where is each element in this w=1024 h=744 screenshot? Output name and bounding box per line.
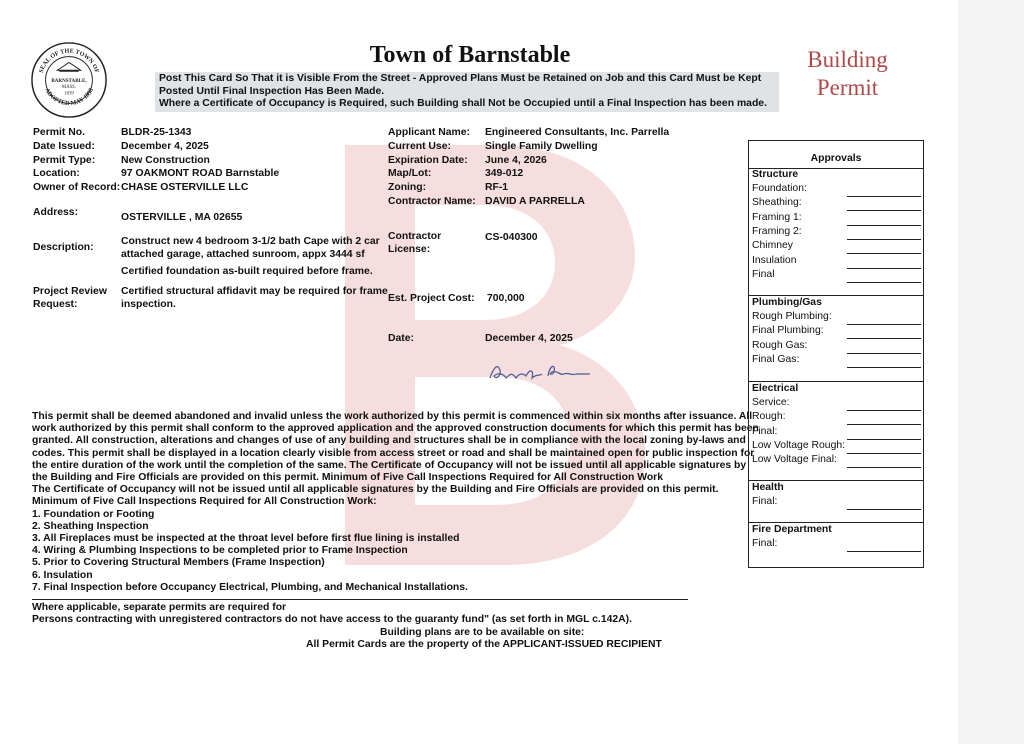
signature-icon <box>486 360 596 386</box>
signoff-line <box>847 324 921 325</box>
approval-final-plumbing: Final Plumbing: <box>752 325 824 336</box>
signoff-line <box>847 239 921 240</box>
terms-line: granted. All construction, alterations and changes of use of any building and structures shall be in compliance with the local zoning by-laws and <box>32 435 746 447</box>
approval-insulation: Insulation <box>752 255 797 266</box>
date-issued-label: Date Issued: <box>33 141 95 152</box>
approval-service: Service: <box>752 397 790 408</box>
svg-text:MASS.: MASS. <box>62 84 76 90</box>
divider <box>749 522 923 523</box>
project-review-value: Certified structural affidavit may be required for frame inspection. <box>121 286 388 310</box>
structure-heading: Structure <box>752 169 799 180</box>
signoff-line <box>847 225 921 226</box>
project-cost-value: 700,000 <box>487 293 525 304</box>
signoff-line <box>847 253 921 254</box>
signoff-line <box>847 410 921 411</box>
terms-line: Minimum of Five Call Inspections Required for All Construction Work: <box>32 496 377 508</box>
address-label: Address: <box>33 207 79 218</box>
plumbing-heading: Plumbing/Gas <box>752 297 822 308</box>
footer-divider <box>32 599 688 600</box>
terms-line: work authorized by this permit shall conform to the approved application and the approved construction documents for which this permit has been <box>32 423 759 435</box>
map-lot-value: 349-012 <box>485 168 524 179</box>
divider <box>749 295 923 296</box>
signoff-line <box>847 353 921 354</box>
terms-line: 6. Insulation <box>32 569 93 581</box>
expiration-value: June 4, 2026 <box>485 155 547 166</box>
town-title: Town of Barnstable <box>369 42 571 68</box>
map-lot-label: Map/Lot: <box>388 168 432 179</box>
permit-no-label: Permit No. <box>33 127 85 138</box>
project-cost-label: Est. Project Cost: <box>388 293 475 304</box>
date-issued-value: December 4, 2025 <box>121 141 209 152</box>
approval-framing-2: Framing 2: <box>752 226 802 237</box>
current-use-label: Current Use: <box>388 141 451 152</box>
expiration-label: Expiration Date: <box>388 155 468 166</box>
terms-line: 1. Foundation or Footing <box>32 508 155 520</box>
approval-sheathing: Sheathing: <box>752 197 802 208</box>
approval-final-gas: Final Gas: <box>752 354 800 365</box>
building-permit-heading: Building Permit <box>807 47 888 100</box>
svg-text:SEAL OF THE TOWN OF: SEAL OF THE TOWN OF <box>37 47 101 74</box>
electrical-heading: Electrical <box>752 383 799 394</box>
contractor-name-label: Contractor Name: <box>388 196 476 207</box>
location-label: Location: <box>33 168 80 179</box>
notice-line: Where a Certificate of Occupancy is Required, such Building shall Not be Occupied until a Final Inspection has been made. <box>159 98 767 109</box>
signoff-line <box>847 509 921 510</box>
svg-text:1639: 1639 <box>64 91 74 97</box>
scan-margin <box>958 0 1024 744</box>
svg-text:BARNSTABLE,: BARNSTABLE, <box>51 77 87 84</box>
terms-line: 3. All Fireplaces must be inspected at the throat level before first flue lining is installed <box>32 533 460 545</box>
terms-line: the Building and Fire Officials are provided on this permit. Minimum of Five Call Inspections Required for All Construction Work <box>32 472 664 484</box>
owner-label: Owner of Record: <box>33 182 121 193</box>
approval-rough-plumbing: Rough Plumbing: <box>752 311 832 322</box>
signoff-line <box>847 467 921 468</box>
owner-value: CHASE OSTERVILLE LLC <box>121 182 249 193</box>
applicant-name-value: Engineered Consultants, Inc. Parrella <box>485 127 670 138</box>
approvals-title: Approvals <box>810 153 862 164</box>
date-label: Date: <box>388 333 414 344</box>
approval-final: Final <box>752 269 775 280</box>
footer-line-3: Building plans are to be available on site: <box>380 627 585 638</box>
signoff-line <box>847 439 921 440</box>
divider <box>749 381 923 382</box>
fire-department-heading: Fire Department <box>752 524 832 535</box>
terms-line: 5. Prior to Covering Structural Members (Frame Inspection) <box>32 557 325 569</box>
approval-low-voltage-final: Low Voltage Final: <box>752 454 837 465</box>
permit-no-value: BLDR-25-1343 <box>121 127 192 138</box>
approvals-box <box>748 140 924 568</box>
approval-chimney: Chimney <box>752 240 793 251</box>
terms-line: the entire duration of the work until the completion of the same. The Certificate of Occupancy will not be issued until all applicable signatures by <box>32 459 747 471</box>
signoff-line <box>847 282 921 283</box>
contractor-name-value: DAVID A PARRELLA <box>485 196 585 207</box>
approval-health-final: Final: <box>752 496 778 507</box>
approval-low-voltage-rough: Low Voltage Rough: <box>752 440 846 451</box>
approval-rough: Rough: <box>752 411 786 422</box>
notice-line: Post This Card So That it is Visible From the Street - Approved Plans Must be Retained on Job and this Card Must be Kept <box>159 73 762 84</box>
signoff-line <box>847 453 921 454</box>
terms-line: 7. Final Inspection before Occupancy Electrical, Plumbing, and Mechanical Installations. <box>32 581 468 593</box>
permit-terms <box>32 411 759 594</box>
signoff-line <box>847 268 921 269</box>
permit-type-label: Permit Type: <box>33 155 96 166</box>
signoff-line <box>847 424 921 425</box>
signoff-line <box>847 367 921 368</box>
applicant-name-label: Applicant Name: <box>388 127 470 138</box>
contractor-license-value: CS-040300 <box>485 232 538 243</box>
signoff-line <box>847 551 921 552</box>
terms-line: 4. Wiring & Plumbing Inspections to be completed prior to Frame Inspection <box>32 545 408 557</box>
zoning-label: Zoning: <box>388 182 427 193</box>
terms-line: The Certificate of Occupancy will not be issued until all applicable signatures by the Building and Fire Officials are provided on this permit. <box>32 484 719 496</box>
footer-line-2: Persons contracting with unregistered contractors do not have access to the guaranty fund" (as set forth in MGL c.142A). <box>32 614 633 625</box>
zoning-value: RF-1 <box>485 182 509 193</box>
date-value: December 4, 2025 <box>485 333 573 344</box>
permit-type-value: New Construction <box>121 155 210 166</box>
project-review-label: Project Review Request: <box>33 286 107 310</box>
approval-framing-1: Framing 1: <box>752 212 802 223</box>
terms-line: This permit shall be deemed abandoned and invalid unless the work authorized by this permit is commenced within six months after issuance. All <box>32 411 753 422</box>
location-value: 97 OAKMONT ROAD Barnstable <box>121 168 280 179</box>
signoff-line <box>847 210 921 211</box>
approval-electrical-final: Final: <box>752 426 778 437</box>
posting-notice <box>155 72 779 112</box>
health-heading: Health <box>752 482 784 493</box>
description-label: Description: <box>33 242 94 253</box>
current-use-value: Single Family Dwelling <box>485 141 598 152</box>
notice-line: Posted Until Final Inspection Has Been Made. <box>159 85 385 97</box>
svg-text:ADOPTED MAY 1898: ADOPTED MAY 1898 <box>43 87 95 108</box>
signoff-line <box>847 196 921 197</box>
terms-line: codes. This permit shall be displayed in a location clearly visible from access street or road and shall be maintained open for public inspection for <box>32 447 755 459</box>
signoff-line <box>847 338 921 339</box>
address-value: OSTERVILLE , MA 02655 <box>121 212 243 223</box>
approval-rough-gas: Rough Gas: <box>752 340 808 351</box>
terms-line: 2. Sheathing Inspection <box>32 520 149 532</box>
divider <box>749 480 923 481</box>
description-note: Certified foundation as-built required before frame. <box>121 266 373 277</box>
description-value: Construct new 4 bedroom 3-1/2 bath Cape with 2 car attached garage, attached sunroom, appx 3444 sf <box>121 236 380 260</box>
approval-fire-final: Final: <box>752 538 778 549</box>
footer-line-4: All Permit Cards are the property of the APPLICANT-ISSUED RECIPIENT <box>306 639 662 650</box>
contractor-license-label: Contractor License: <box>388 231 442 255</box>
approval-foundation: Foundation: <box>752 183 807 194</box>
town-seal-icon <box>30 41 108 119</box>
footer-line-1: Where applicable, separate permits are required for <box>32 602 287 613</box>
